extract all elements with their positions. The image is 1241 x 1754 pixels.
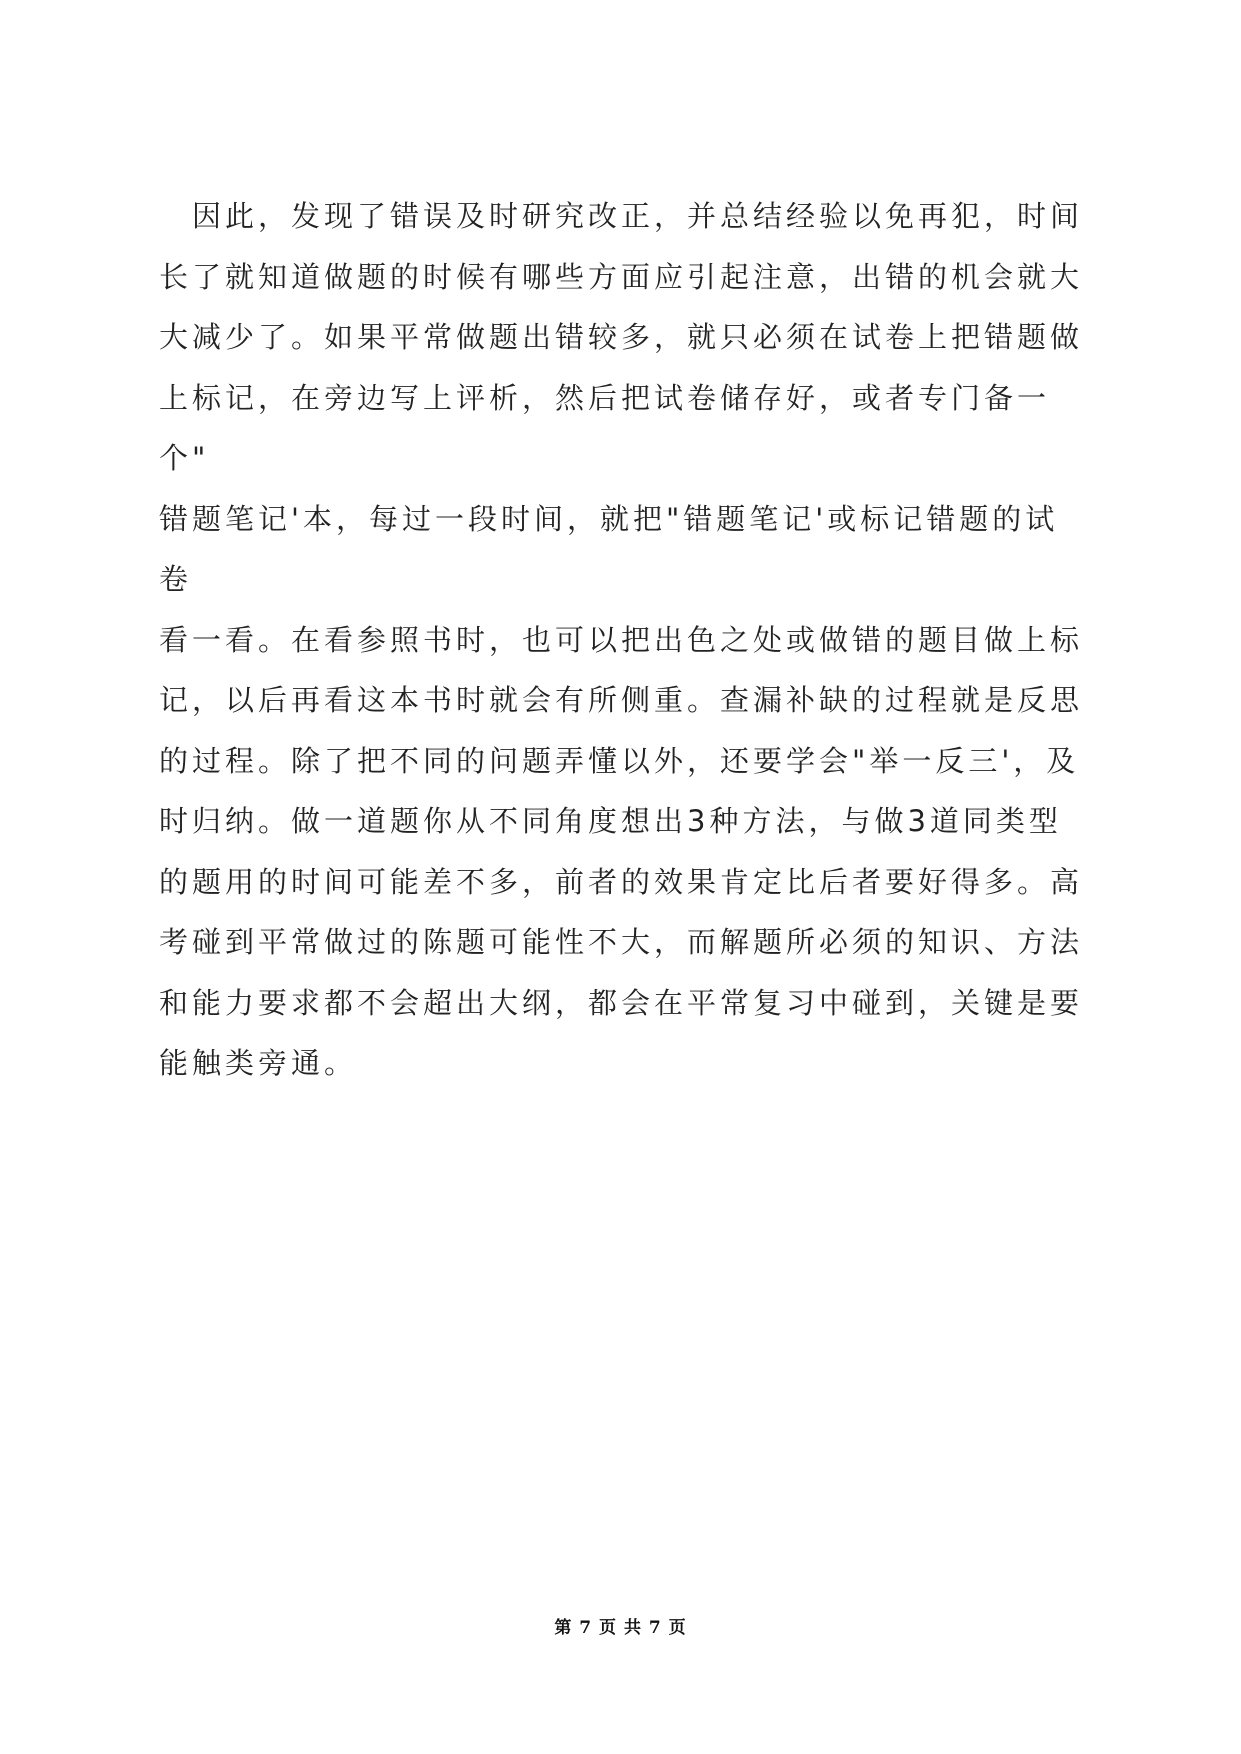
body-paragraph: 因此，发现了错误及时研究改正，并总结经验以免再犯，时间 长了就知道做题的时候有哪些方面应引起注意，出错的机会就大 大减少了。如果平常做题出错较多，就只必须在试卷上把错题做 上标记，在旁边写上评析，然后把试卷储存好，或者专门备一个" 错题笔记'本，每过一段时间，就把"错题笔记'或标记错题的试卷 看一看。在看参照书时，也可以把出色之处或做错的题目做上标 记，以后再看这本书时就会有所侧重。查漏补缺的过程就是反思 的过程。除了把不同的问题弄懂以外，还要学会"举一反三'，及 时归纳。做一道题你从不同角度想出3种方法，与做3道同类型 的题用的时间可能差不多，前者的效果肯定比后者要好得多。高 考碰到平常做过的陈题可能性不大，而解题所必须的知识、方法 和能力要求都不会超出大纲，都会在平常复习中碰到，关键是要 能触类旁通。 [159,199,1084,1080]
page-number-footer: 第 7 页 共 7 页 [554,1618,687,1638]
